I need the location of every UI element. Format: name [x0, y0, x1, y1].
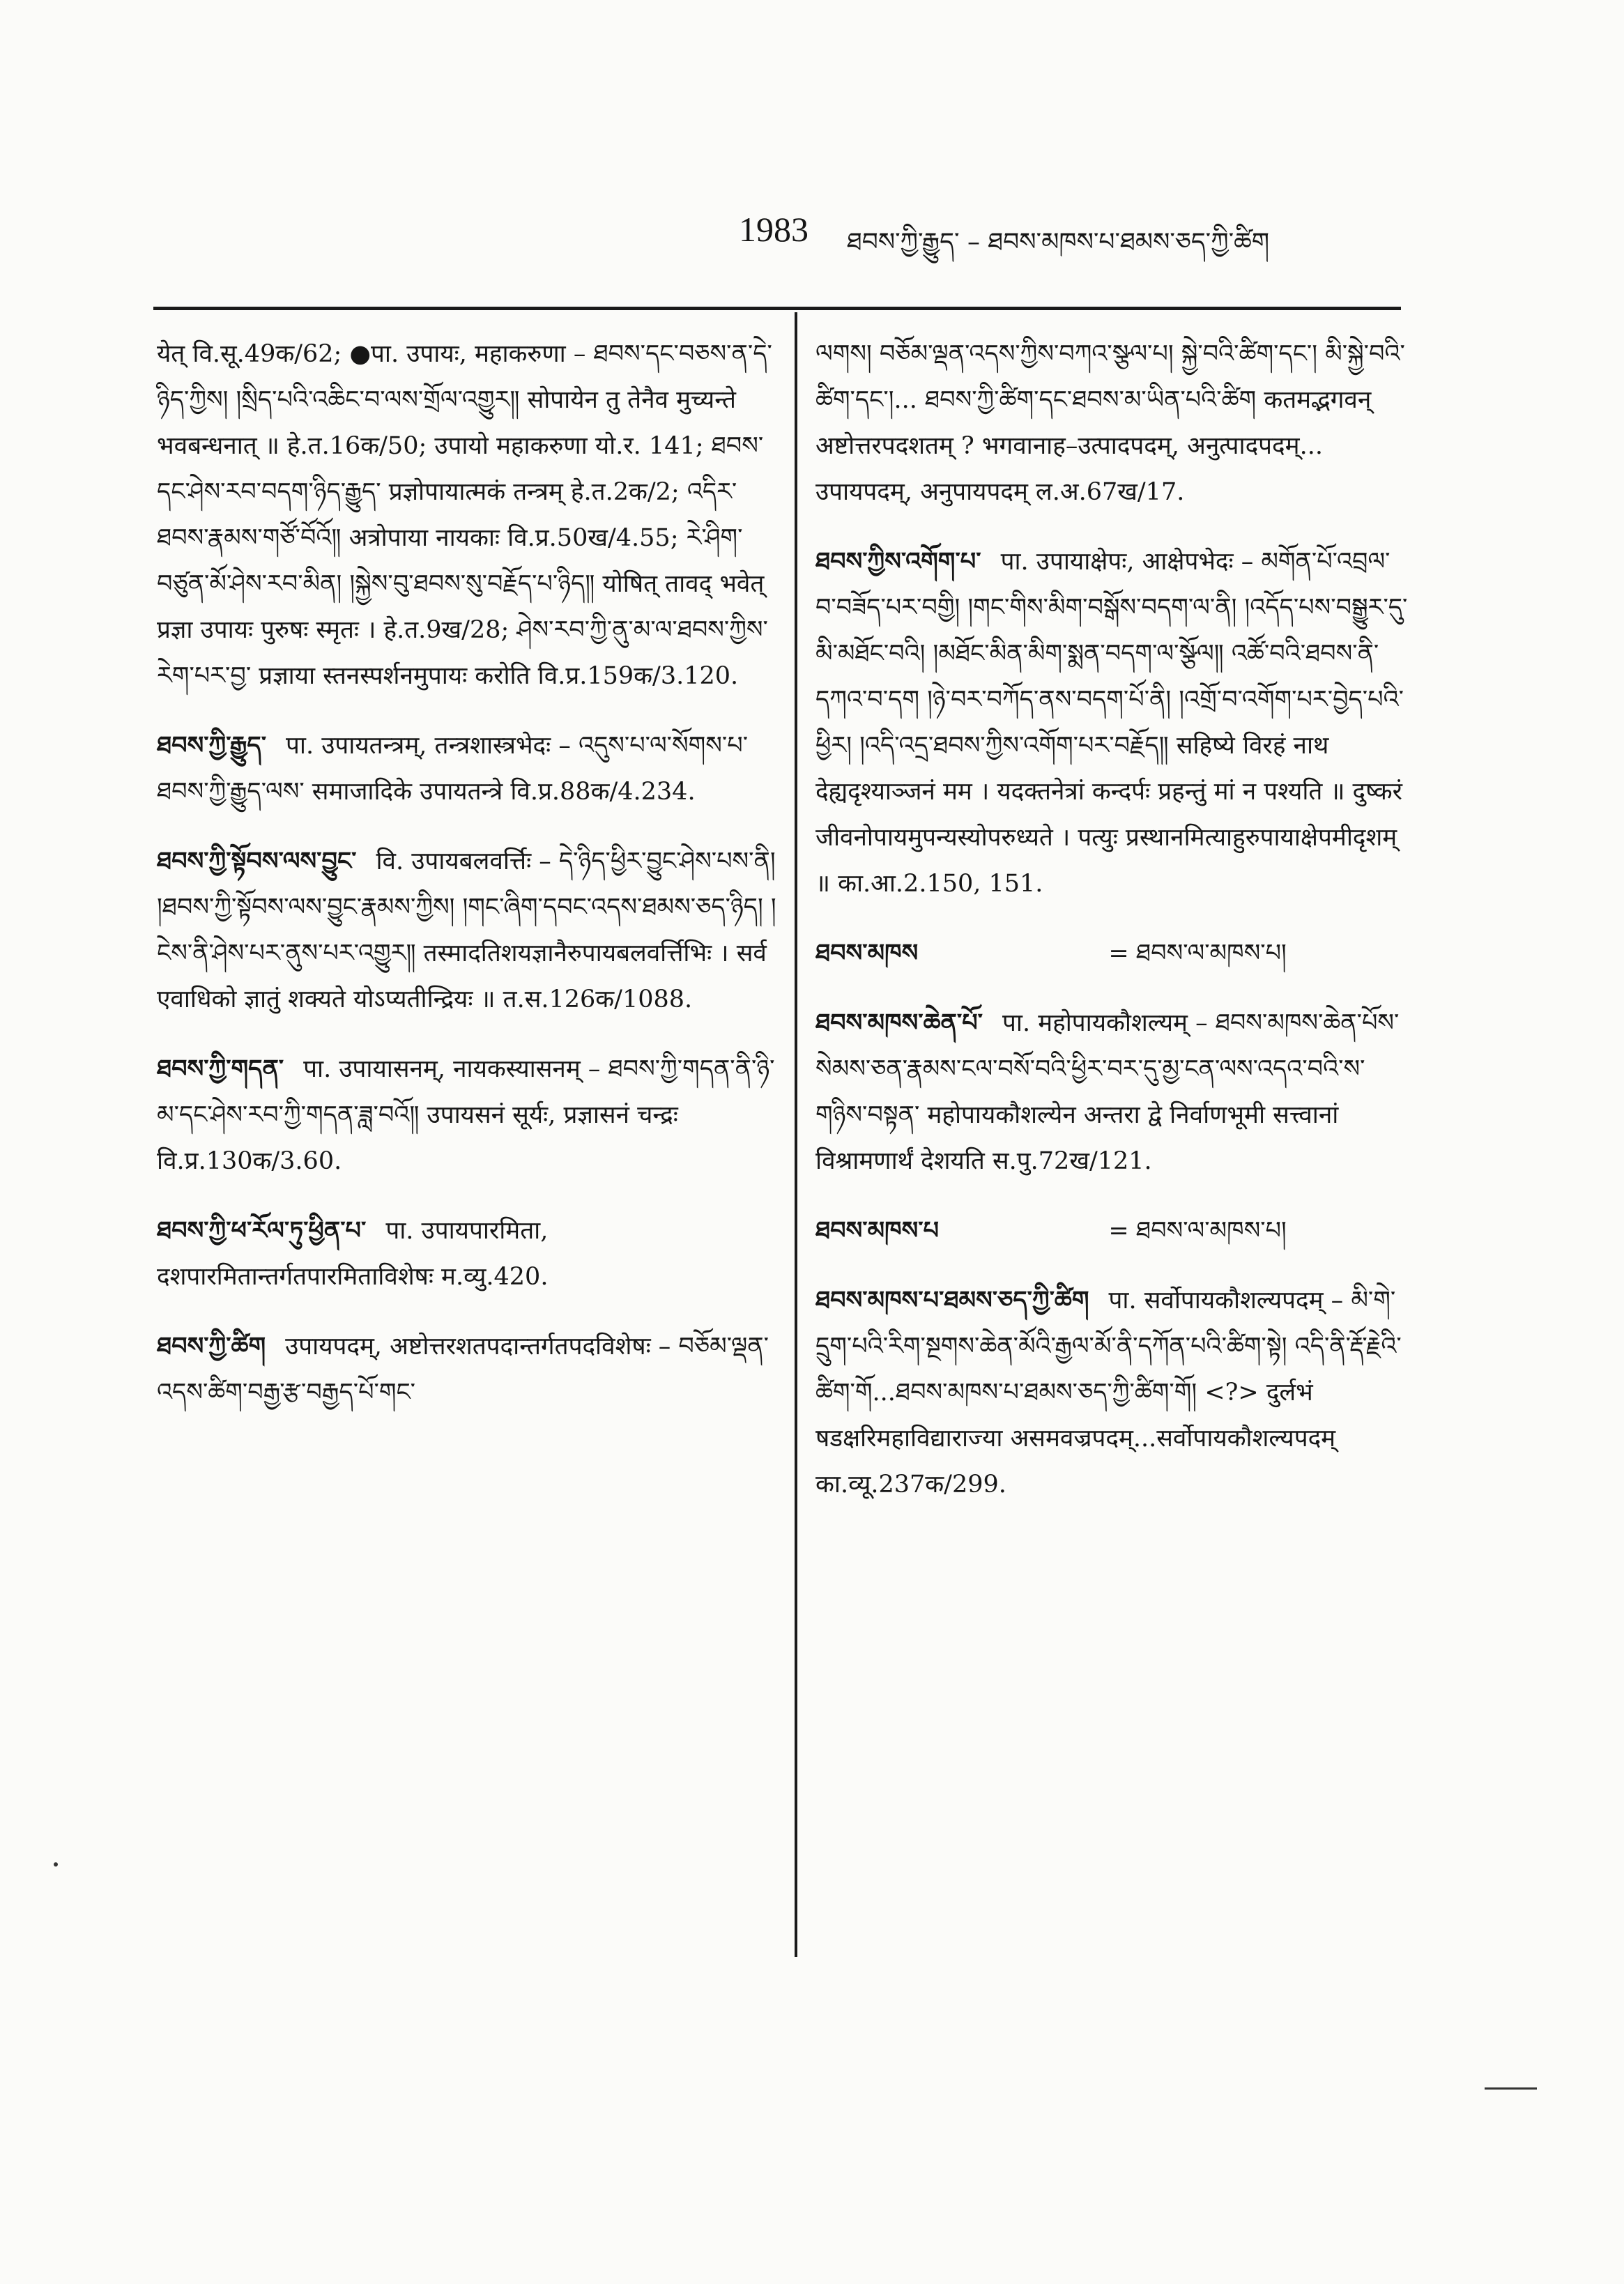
- entry-text: वि. उपायबलवर्त्तिः – དེ་ཉིད་ཕྱིར་བྱུང་ཤེས་པས་ནི། །ཐབས་ཀྱི་སྟོབས་ལས་བྱུང་རྣམས་ཀྱིས། །གང་ཞིག་དབང་འདས་ཐམས་ཅད་ཉིད། །ངེས་ནི་ཤེས་པར་ནུས་པར་འགྱུར༎ तस्मादतिशयज्ञानैरुपायबलवर्त्तिभिः । सर्व एवाधिको ज्ञातुं शक्यते योऽप्यतीन्द्रियः ॥ त.स.126क/1088.: [157, 848, 776, 1013]
- dictionary-entry: [815, 539, 1408, 907]
- column-divider: [795, 312, 797, 1957]
- cross-reference-target: ཐབས་ལ་མཁས་པ།: [1136, 1217, 1287, 1245]
- entry-headword: ཐབས་ཀྱིས་འགོག་པ་: [815, 547, 981, 576]
- dictionary-entry: [157, 331, 777, 699]
- cross-reference-entry: [815, 930, 1408, 976]
- entry-text: पा. महोपायकौशल्यम् – ཐབས་མཁས་ཆེན་པོས་སེམས་ཅན་རྣམས་ངལ་བསོ་བའི་ཕྱིར་བར་དུ་མྱ་ངན་ལས་འདའ་བའི་ས་གཉིས་བསྟན་ महोपायकौशल्येन अन्तरा द्वे निर्वाणभूमी सत्त्वानां विश्रामणार्थं देशयति स.पु.72ख/121.: [815, 1009, 1400, 1175]
- entry-text: पा. उपायाक्षेपः, आक्षेपभेदः – མགོན་པོ་འབྲལ་བ་བཟོད་པར་བགྱི། །གང་གིས་མིག་བསྒོས་བདག་ལ་ནི། །འདོད་པས་བསྒྱུར་དུ་མི་མཐོང་བའི། །མཐོང་མིན་མིག་སྨན་བདག་ལ་སྩོལ༎ འཚོ་བའི་ཐབས་ནི་དཀའ་བ་དག །ཉེ་བར་བཀོད་ནས་བདག་པོ་ནི། །འགྲོ་བ་འགོག་པར་བྱེད་པའི་ཕྱིར། །འདི་འདྲ་ཐབས་ཀྱིས་འགོག་པར་བརྗོད༎ सहिष्ये विरहं नाथ देह्यदृश्याञ्जनं मम । यदक्तनेत्रां कन्दर्पः प्रहन्तुं मां न पश्यति ॥ दुष्करं जीवनोपायमुपन्यस्योपरुध्यते । पत्युः प्रस्थानमित्याहुरुपायाक्षेपमीदृशम् ॥ का.आ.2.150, 151.: [815, 548, 1408, 898]
- entry-text: पा. उपायासनम्, नायकस्यासनम् – ཐབས་ཀྱི་གདན་ནི་ཉི་མ་དང་ཤེས་རབ་ཀྱི་གདན་ཟླ་བའོ༎ उपायसनं सूर्यः, प्रज्ञासनं चन्द्रः वि.प्र.130क/3.60.: [157, 1055, 775, 1175]
- dictionary-entry: [157, 723, 777, 815]
- running-head: ཐབས་ཀྱི་རྒྱུད་ – ཐབས་མཁས་པ་ཐམས་ཅད་ཀྱི་ཚིག: [847, 228, 1270, 256]
- left-column: [157, 331, 777, 1439]
- equals-sign: =: [1108, 1217, 1129, 1245]
- entry-headword: ཐབས་ཀྱི་ཚིག: [157, 1332, 266, 1361]
- cross-reference-entry: [815, 1208, 1408, 1254]
- right-column: [815, 331, 1408, 1531]
- entry-headword: ཐབས་མཁས་ཆེན་པོ་: [815, 1009, 983, 1037]
- entry-text: उपायपदम्, अष्टोत्तरशतपदान्तर्गतपदविशेषः – བཅོམ་ལྡན་འདས་ཚིག་བརྒྱ་རྩ་བརྒྱད་པོ་གང་: [157, 1333, 769, 1407]
- entry-text: येत् वि.सू.49क/62; ●पा. उपायः, महाकरुणा – ཐབས་དང་བཅས་ན་དེ་ཉིད་ཀྱིས། །སྲིད་པའི་འཆིང་བ་ལས་གྲོལ་འགྱུར༎ सोपायेन तु तेनैव मुच्यन्ते भवबन्धनात् ॥ हे.त.16क/50; उपायो महाकरुणा यो.र. 141; ཐབས་དང་ཤེས་རབ་བདག་ཉིད་རྒྱུད་ प्रज्ञोपायात्मकं तन्त्रम् हे.त.2क/2; འདིར་ཐབས་རྣམས་གཙོ་བོའོ༎ अत्रोपाया नायकाः वि.प्र.50ख/4.55; རེ་ཤིག་བཙུན་མོ་ཤེས་རབ་མིན། །སྐྱེས་བུ་ཐབས་སུ་བརྗོད་པ་ཉིད༎ योषित् तावद् भवेत् प्रज्ञा उपायः पुरुषः स्मृतः । हे.त.9ख/28; ཤེས་རབ་ཀྱི་ནུ་མ་ལ་ཐབས་ཀྱིས་རེག་པར་བྱ་ प्रज्ञाया स्तनस्पर्शनमुपायः करोति वि.प्र.159क/3.120.: [157, 340, 772, 690]
- entry-text: पा. उपायतन्त्रम्, तन्त्रशास्त्रभेदः – འདུས་པ་ལ་སོགས་པ་ཐབས་ཀྱི་རྒྱུད་ལས་ समाजादिके उपायतन्त्रे वि.प्र.88क/4.234.: [157, 732, 749, 806]
- dictionary-entry: [157, 1324, 777, 1416]
- page-header: [739, 209, 1408, 265]
- cross-reference-target: ཐབས་ལ་མཁས་པ།: [1136, 940, 1287, 967]
- dictionary-entry: [157, 1046, 777, 1184]
- dictionary-entry: [815, 331, 1408, 515]
- dictionary-entry: [815, 1278, 1408, 1508]
- entry-text: पा. सर्वोपायकौशल्यपदम् – མི་གེ་དྲུག་པའི་རིག་སྔགས་ཆེན་མོའི་རྒྱལ་མོ་ནི་དཀོན་པའི་ཚིག་སྟེ། འདི་ནི་རྡོ་རྗེའི་ཚིག་གོ...ཐབས་མཁས་པ་ཐམས་ཅད་ཀྱི་ཚིག་གོ། <?> दुर्लभं षडक्षरिमहाविद्याराज्या असमवज्रपदम्...सर्वोपायकौशल्यपदम् का.व्यू.237क/299.: [815, 1287, 1402, 1499]
- corner-mark: [1485, 2087, 1537, 2090]
- entry-headword: ཐབས་ཀྱི་སྟོབས་ལས་བྱུང་: [157, 847, 357, 875]
- entry-headword: ཐབས་ཀྱི་རྒྱུད་: [157, 731, 267, 760]
- entry-text: पा. उपायपारमिता, दशपारमितान्तर्गतपारमिताविशेषः म.व्यु.420.: [157, 1217, 549, 1291]
- header-rule: [153, 307, 1401, 310]
- dictionary-entry: [157, 838, 777, 1022]
- entry-headword: ཐབས་མཁས: [815, 939, 919, 967]
- entry-headword: ཐབས་ཀྱི་ཕ་རོལ་ཏུ་ཕྱིན་པ་: [157, 1216, 367, 1245]
- entry-headword: ཐབས་མཁས་པ: [815, 1216, 940, 1245]
- dictionary-entry: [157, 1208, 777, 1300]
- entry-headword: ཐབས་ཀྱི་གདན་: [157, 1055, 284, 1083]
- dictionary-entry: [815, 1000, 1408, 1184]
- entry-text: ལགས། བཅོམ་ལྡན་འདས་ཀྱིས་བཀའ་སྩལ་པ། སྐྱེ་བའི་ཚིག་དང་། མི་སྐྱེ་བའི་ཚིག་དང་།... ཐབས་ཀྱི་ཚིག་དང་ཐབས་མ་ཡིན་པའི་ཚིག कतमद्भगवन् अष्टोत्तरपदशतम् ? भगवानाह–उत्पादपदम्, अनुत्पादपदम्... उपायपदम्, अनुपायपदम् ल.अ.67ख/17.: [815, 340, 1405, 506]
- margin-dot: [54, 1862, 58, 1867]
- equals-sign: =: [1108, 940, 1129, 967]
- page-number: 1983: [739, 210, 809, 249]
- entry-headword: ཐབས་མཁས་པ་ཐམས་ཅད་ཀྱི་ཚིག: [815, 1286, 1089, 1315]
